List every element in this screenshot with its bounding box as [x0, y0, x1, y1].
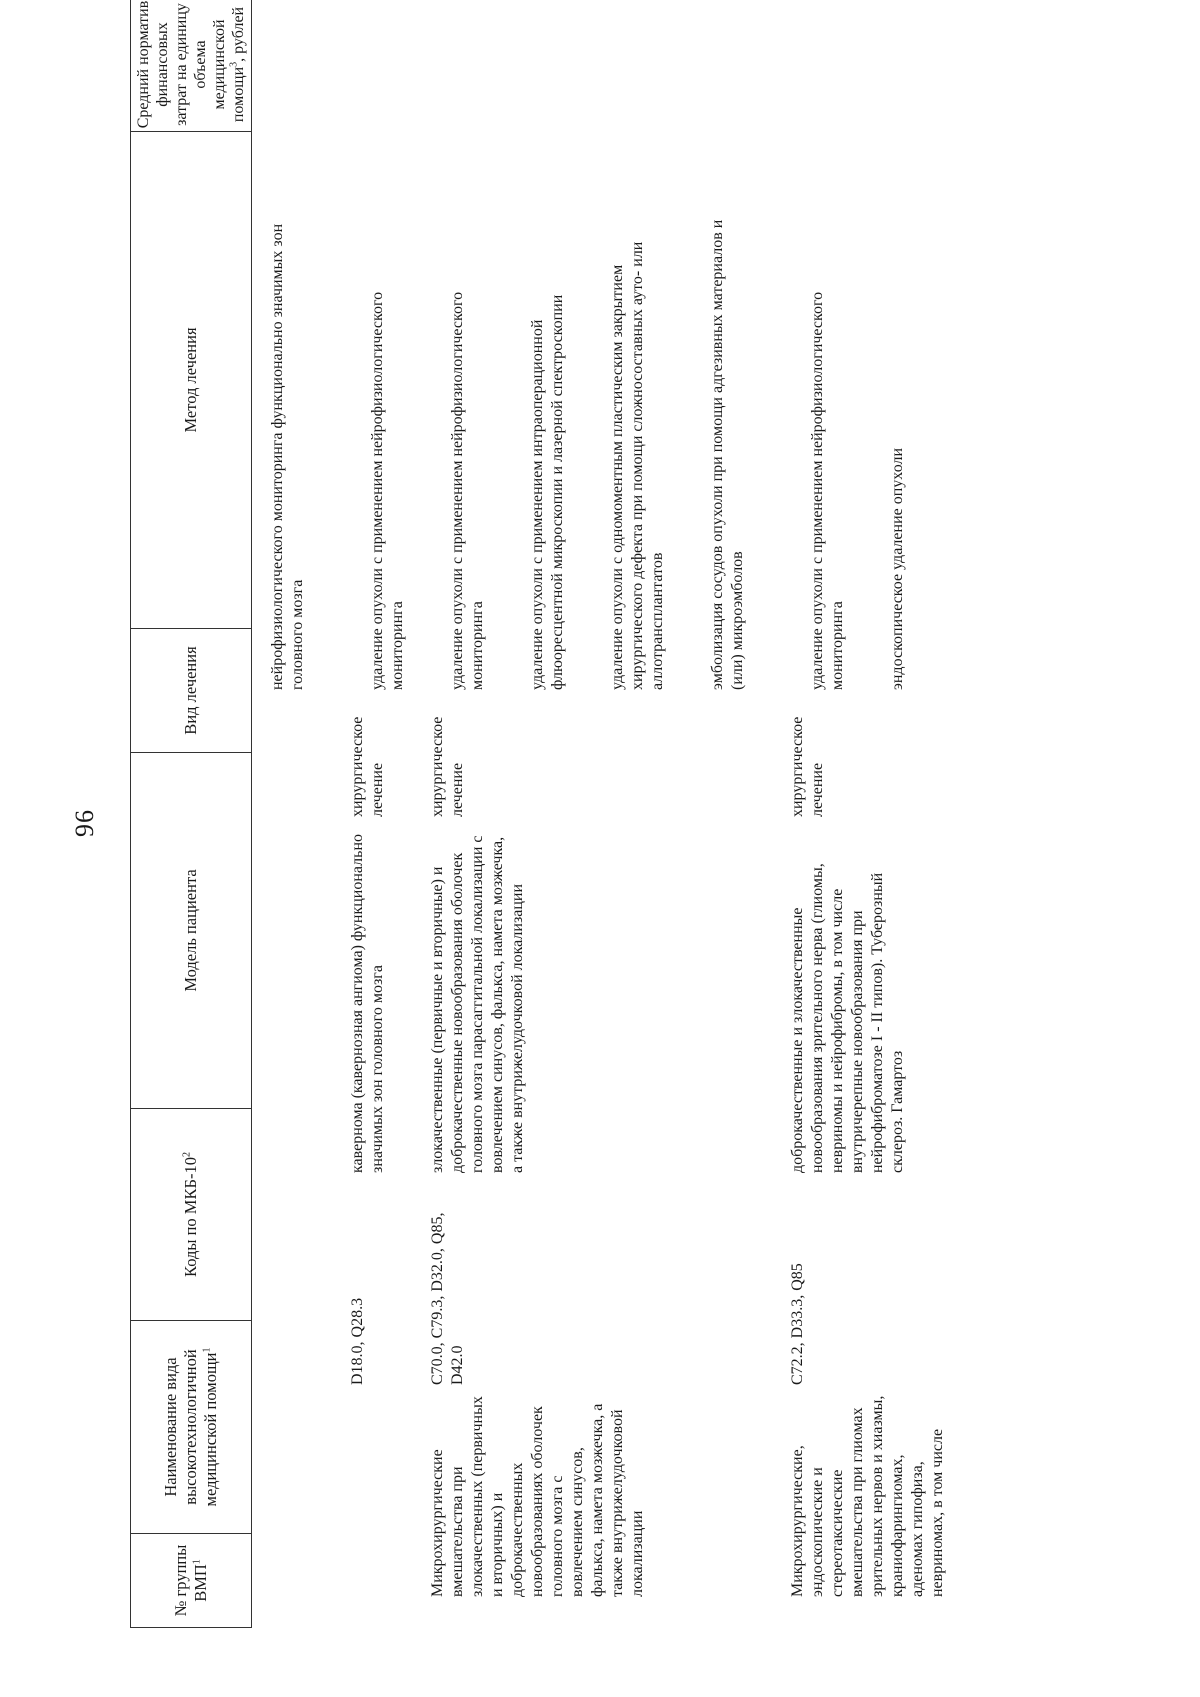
- method-item: эмболизация сосудов опухоли при помощи адгезивных материалов и (или) микроэмболов: [709, 219, 746, 690]
- row3-treatment-type: хирургическое лечение: [789, 716, 826, 817]
- row1-codes: D18.0, Q28.3: [349, 1297, 366, 1385]
- table-header: [130, 0, 252, 1628]
- method-continuation: нейрофизиологического мониторинга функционально значимых зон головного мозга: [269, 223, 306, 690]
- method-item: эндоскопическое удаление опухоли: [889, 447, 906, 690]
- header-cost-norm: Средний норматив финансовых затрат на единицу объема медицинской помощи$^3$, рублей: [131, 0, 251, 132]
- row2-treatment-type: хирургическое лечение: [429, 716, 466, 817]
- method-item: удаление опухоли с применением нейрофизиологического мониторинга: [369, 291, 406, 690]
- row2-vmp-name: Микрохирургические вмешательства при злокачественных (первичных и вторичных) и доброкачественных новообразованиях оболочек головного мозга с вовлечением синусов, фалькса, намета мозжечка, а также внутрижелудочковой локализации: [429, 1396, 646, 1597]
- header-group-no: № группы ВМП$^1$: [171, 1544, 210, 1617]
- row3-codes: C72.2, D33.3, Q85: [789, 1263, 806, 1385]
- row3-methods: [788, 210, 948, 690]
- row1-treatment-type: хирургическое лечение: [349, 716, 386, 817]
- page-number: 96: [70, 809, 99, 837]
- header-treatment-method: Метод лечения: [131, 132, 251, 629]
- row2-codes: C70.0, C79.3, D32.0, Q85, D42.0: [429, 1212, 466, 1385]
- row1-patient-model: кавернома (кавернозная ангиома) функционально значимых зон головного мозга: [349, 833, 386, 1173]
- row3-vmp-name: Микрохирургические, эндоскопические и стереотаксические вмешательства при глиомах зрительных нервов и хиазмы, краниофарингиомах, аденомах гипофиза, невриномах, в том числе: [789, 1395, 946, 1597]
- row2-methods: [428, 210, 788, 690]
- method-item: удаление опухоли с применением нейрофизиологического мониторинга: [809, 291, 846, 690]
- row2-patient-model: злокачественные (первичные и вторичные) и доброкачественные новообразования оболочек головного мозга парасаггитальной локализации с вовлечением синусов, фалькса, намета мозжечка, а также внутрижелудочковой локализации: [429, 835, 526, 1173]
- method-item: удаление опухоли с одномоментным пластическим закрытием хирургического дефекта при помощи сложносоставных ауто- или аллотрансплантатов: [609, 241, 666, 690]
- header-patient-model: Модель пациента: [131, 753, 251, 1109]
- header-icd-codes: Коды по МКБ-$10^2$: [131, 1109, 251, 1321]
- method-item: удаление опухоли с применением нейрофизиологического мониторинга: [449, 291, 486, 690]
- header-treatment-type: Вид лечения: [131, 629, 251, 753]
- method-item: удаление опухоли с применением интраоперационной флюоресцентной микроскопии и лазерной спектроскопии: [529, 294, 566, 690]
- row3-patient-model: доброкачественные и злокачественные новообразования зрительного нерва (глиомы, невриномы и нейрофибромы, в том числе внутричерепные новообразования при нейрофиброматозе I - II типов). Туберозный склероз. Гамартоз: [789, 863, 906, 1173]
- header-vmp-name: Наименование вида высокотехнологичной медицинской помощи$^1$: [131, 1321, 251, 1534]
